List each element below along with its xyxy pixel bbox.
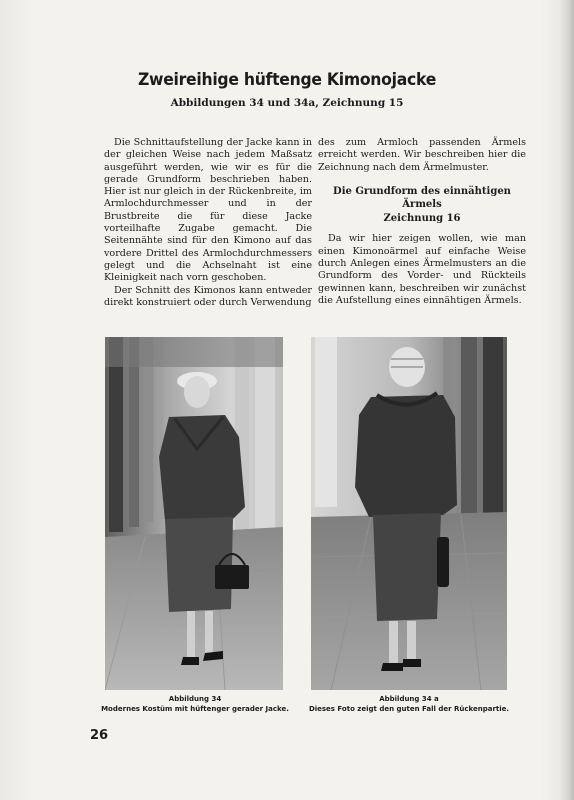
figure-label: Abbildung 34 xyxy=(168,695,222,703)
left-text-column xyxy=(104,137,312,309)
photo-back-view xyxy=(311,337,507,690)
left-paragraph-1: Die Schnittaufstellung der Jacke kann in der gleichen Weise nach jedem Maßsatz ausgeführt werden, wie wir es für die gerade Grundform beschrieben haben. Hier ist nur gleich in der Rückenbreite, im Armlochdurchmesser und in der Brustbreite die für diese Jacke vorteilhafte Zugabe gemacht. Die Seitennähte sind für den Kimono auf das vordere Drittel des Armlochdurchmessers gelegt und die Achselnaht ist eine Kleinigkeit nach vorn geschoben. xyxy=(104,137,312,284)
photo-front-view xyxy=(105,337,283,690)
photo-front-illustration xyxy=(105,337,283,690)
photo-back-illustration xyxy=(311,337,507,690)
section-heading-line-1: Die Grundform des einnähtigen Ärmels xyxy=(333,185,511,211)
figure-caption-text: Modernes Kostüm mit hüftenger gerader Jacke. xyxy=(101,704,289,713)
page-subtitle: Abbildungen 34 und 34a, Zeichnung 15 xyxy=(170,97,404,109)
left-paragraph-2: Der Schnitt des Kimonos kann entweder direkt konstruiert oder durch Verwendung xyxy=(104,284,312,308)
right-text-column xyxy=(318,137,526,307)
page-title: Zweireihige hüftenge Kimonojacke xyxy=(137,70,437,90)
section-heading xyxy=(318,185,526,226)
figure-caption-34a xyxy=(300,695,518,714)
right-intro-paragraph: des zum Armloch passenden Ärmels erreicht werden. Wir beschreiben hier die Zeichnung nach dem Ärmelmuster. xyxy=(318,137,526,173)
section-heading-line-2: Zeichnung 16 xyxy=(383,212,461,224)
page-edge-shadow xyxy=(560,0,574,800)
right-paragraph: Da wir hier zeigen wollen, wie man einen Kimonoärmel auf einfache Weise durch Anlegen eines Ärmelmusters an die Grundform des Vorder- und Rückteils gewinnen kann, beschreiben wir zunächst die Aufstellung eines einnähtigen Ärmels. xyxy=(318,233,526,306)
figure-label: Abbildung 34 a xyxy=(379,695,439,703)
figure-caption-34 xyxy=(95,695,295,714)
page-number: 26 xyxy=(90,728,109,743)
figure-caption-text: Dieses Foto zeigt den guten Fall der Rückenpartie. xyxy=(308,704,510,713)
